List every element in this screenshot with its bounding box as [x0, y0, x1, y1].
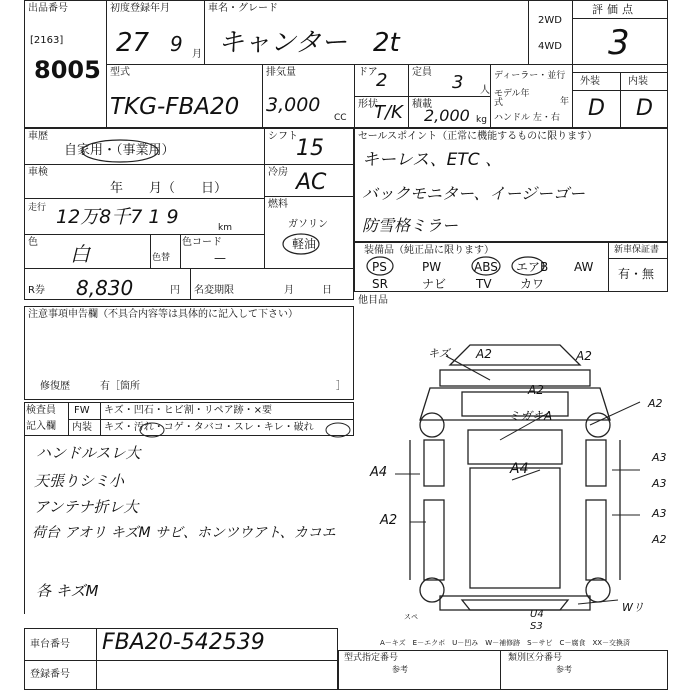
dmg-mark-12: A3	[652, 507, 667, 520]
model-label: 型式	[110, 67, 130, 78]
score-value: 3	[608, 23, 630, 63]
first-reg-label: 初度登録年月	[110, 3, 170, 14]
model-value: TKG-FBA20	[110, 94, 240, 120]
int-label: 内装	[72, 422, 92, 433]
equip-airbag: エアB	[516, 260, 549, 274]
capacity-label: 定員	[412, 67, 432, 78]
chassis-label: 車台番号	[30, 639, 70, 650]
model-year-label: モデル年式	[494, 89, 530, 108]
repair-value: 有［箇所	[100, 381, 140, 392]
fuel-gas: ガソリン	[288, 219, 328, 230]
dmg-mark-7: A4	[370, 465, 388, 480]
recycle-unit: 円	[170, 285, 180, 296]
fuel-diesel: 軽油	[292, 237, 317, 251]
recycle-value: 8,830	[76, 276, 134, 300]
equipment-label: 装備品（純正品に限ります）	[364, 245, 494, 256]
warranty-label: 新車保証書	[614, 245, 660, 255]
capacity-value: 3	[452, 72, 464, 93]
displacement-value: 3,000	[266, 94, 321, 116]
first-reg-year: 27	[116, 28, 150, 58]
color-change-label: 色替	[152, 253, 171, 263]
model-year-unit: 年	[560, 97, 570, 107]
dmg-mark-14: Wリ	[622, 601, 644, 614]
drive-4wd: 4WD	[538, 41, 562, 52]
dmg-mark-13: A2	[652, 533, 667, 546]
other-label: 他目品	[358, 295, 388, 306]
equip-navi: ナビ	[422, 277, 447, 291]
interior-label: 内装	[628, 76, 648, 87]
displacement-label: 排気量	[266, 67, 296, 78]
inspection-label: 車検	[28, 167, 48, 178]
mileage-label: 走行	[28, 203, 47, 213]
car-name-label: 車名・グレード	[208, 3, 278, 14]
shape-value: T/K	[374, 102, 403, 123]
equip-ps: PS	[372, 260, 387, 274]
ac-value: AC	[296, 170, 327, 195]
type-ref: 参考	[392, 665, 408, 674]
mileage-value: 12万8千7 1 9	[56, 206, 179, 228]
fw-items: キズ・凹石・ヒビ割・リペア跡・×要	[104, 405, 272, 416]
dmg-mark-3: A2	[576, 349, 592, 363]
deadline-month: 月	[284, 285, 294, 296]
shift-label: シフト	[268, 131, 298, 142]
dmg-mark-11: A3	[652, 477, 667, 490]
fuel-label: 燃料	[268, 199, 288, 210]
inspector-label1: 検査員	[26, 405, 56, 416]
equip-abs: ABS	[474, 260, 498, 274]
color-value: 白	[70, 242, 90, 266]
dmg-mark-2: A2	[476, 347, 492, 361]
car-name-value: キャンター 2t	[218, 28, 400, 58]
remark-line5: 各 キズM	[36, 582, 99, 600]
doors-label: ドア	[358, 67, 378, 78]
shift-value: 15	[296, 136, 324, 161]
capacity-unit: 人	[480, 85, 490, 96]
displacement-unit: CC	[334, 113, 347, 123]
dmg-mark-16: S3	[530, 621, 543, 632]
deadline-label: 名変期限	[194, 285, 234, 296]
sales-line2: バックモニター、イージーゴー	[362, 184, 586, 203]
dmg-mark-10: A3	[652, 451, 667, 464]
notes-label: 注意事項申告欄（不具合内容等は具体的に記入して下さい）	[28, 309, 298, 320]
equip-aw: AW	[574, 260, 594, 274]
history-label: 車歴	[28, 131, 48, 142]
dmg-mark-5: ミガキA	[508, 409, 553, 423]
load-unit: kg	[476, 115, 487, 125]
inspection-fields: 年 月（ 日）	[110, 181, 228, 196]
load-label: 積載	[412, 99, 432, 110]
dmg-mark-1: キズ	[428, 347, 450, 360]
equip-pw: PW	[422, 260, 442, 274]
history-options: 自家用・（事業用）	[64, 143, 175, 158]
first-reg-month-unit: 月	[192, 49, 202, 60]
deadline-day: 日	[322, 285, 332, 296]
diagram-legend: A－キズ E－エクボ U－凹み W－補修跡 S－サビ C－腐食 XX－交換済	[380, 639, 631, 647]
shape-label: 形状	[358, 99, 378, 110]
dealer-label: ディーラー・並行	[494, 71, 566, 81]
handle-label: ハンドル 左・右	[494, 113, 560, 123]
remark-line3: アンテナ折レ大	[34, 498, 139, 516]
interior-value: D	[636, 96, 653, 121]
dmg-mark-8: A2	[380, 513, 398, 528]
class-ref: 参考	[556, 665, 572, 674]
remark-line1: ハンドルスレ大	[36, 444, 141, 462]
recycle-label: R券	[28, 285, 45, 296]
reg-label: 登録番号	[30, 669, 70, 680]
remark-line2: 天張りシミ小	[34, 472, 125, 490]
drive-2wd: 2WD	[538, 15, 562, 26]
exterior-label: 外装	[580, 76, 600, 87]
dmg-mark-6: A4	[510, 461, 529, 477]
lot-sub: [2163]	[30, 35, 64, 46]
color-label: 色	[28, 237, 38, 248]
remark-line4: 荷台 アオリ キズM サビ、ホンツウアト、カコエ	[32, 525, 336, 541]
sales-line1: キーレス、ETC 、	[362, 150, 503, 170]
mileage-unit: km	[218, 223, 232, 233]
class-label: 類別区分番号	[508, 653, 563, 663]
score-label: 評価点	[592, 3, 637, 16]
int-items: キズ・汚れ・コゲ・タバコ・スレ・キレ・破れ	[104, 422, 314, 433]
sales-line3: 防雪格ミラー	[362, 216, 459, 235]
exterior-value: D	[588, 96, 605, 121]
color-code-label: 色コード	[182, 237, 222, 248]
lot-label: 出品番号	[28, 3, 68, 14]
type-spec-label: 型式指定番号	[344, 653, 399, 663]
load-value: 2,000	[424, 106, 470, 125]
equip-leather: カワ	[520, 277, 545, 291]
repair-label: 修復歴	[40, 381, 70, 392]
doors-value: 2	[376, 70, 388, 91]
equip-sr: SR	[372, 277, 388, 291]
first-reg-month: 9	[170, 32, 183, 56]
equip-tv: TV	[476, 277, 492, 291]
chassis-value: FBA20-542539	[102, 630, 265, 655]
ac-label: 冷房	[268, 167, 288, 178]
dmg-mark-spare: スペ	[404, 613, 418, 621]
sales-label: セールスポイント（正常に機能するものに限ります）	[358, 131, 598, 142]
dmg-mark-15: U4	[530, 609, 544, 620]
dmg-mark-9: A2	[648, 397, 663, 410]
dmg-mark-4: A2	[528, 383, 544, 397]
lot-number: 8005	[34, 56, 101, 84]
repair-close: ］	[336, 381, 346, 392]
color-code-value: —	[214, 251, 226, 265]
warranty-value: 有・無	[618, 267, 655, 281]
inspector-label2: 記入欄	[26, 421, 56, 432]
fw-label: FW	[74, 405, 90, 416]
